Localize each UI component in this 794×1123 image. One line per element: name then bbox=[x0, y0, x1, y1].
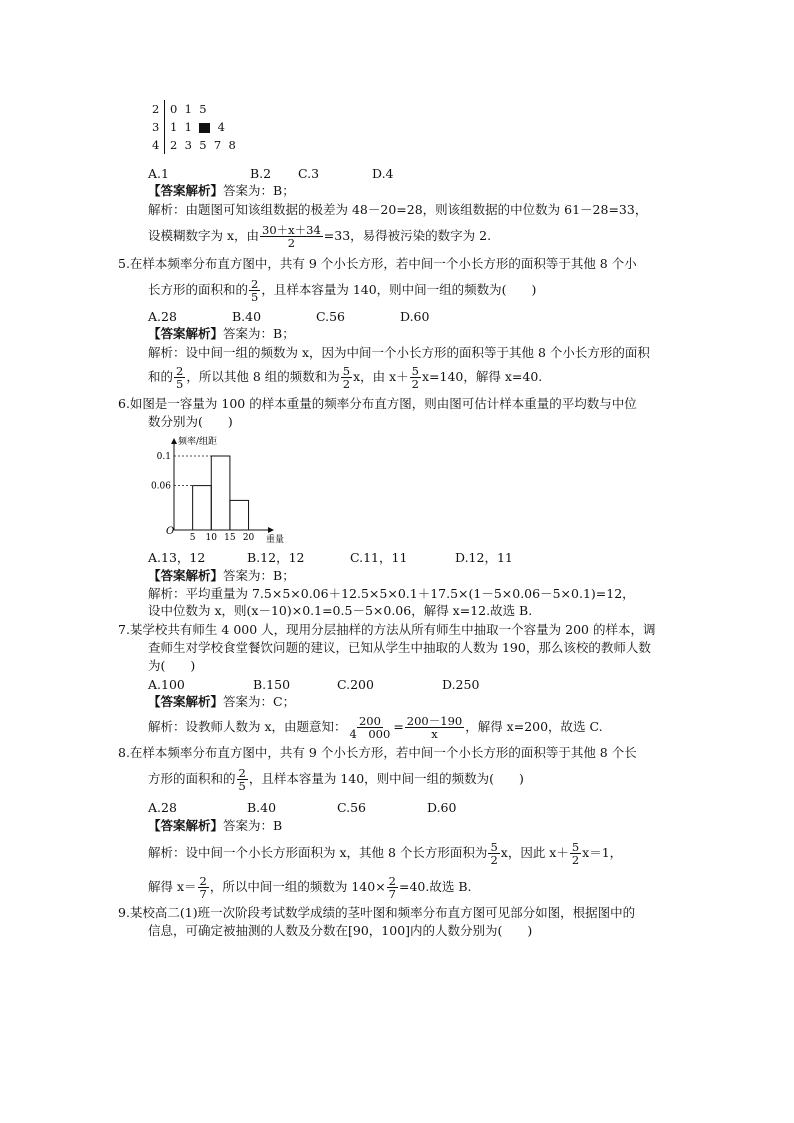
answer-line: 【答案解析】答案为：B； bbox=[148, 568, 295, 583]
answer-line: 【答案解析】答案为：C； bbox=[148, 694, 296, 709]
analysis-line: 设模糊数字为 x，由 $\frac{30+x+34}{2}$ =33，易得被污染的数字为 2. bbox=[148, 223, 492, 250]
stem-divider bbox=[164, 100, 165, 154]
analysis-line: 解析：平均重量为 7.5×5×0.06＋12.5×5×0.1＋17.5×(1－5×0.06－5×0.1)=12， bbox=[148, 586, 635, 601]
origin-label: O bbox=[166, 526, 175, 537]
question-5: 5.在样本频率分布直方图中，共有 9 个小长方形，若中间一个小长方形的面积等于其他 8 个小 bbox=[118, 256, 637, 271]
question-5-line2: 长方形的面积和的 $\frac{2}{5}$ ，且样本容量为 140，则中间一组的频数为( ) bbox=[148, 277, 537, 304]
y-axis-arrow bbox=[171, 438, 177, 444]
option-d: D.60 bbox=[400, 309, 430, 324]
analysis-line: 解析：设教师人数为 x，由题意知： $\frac{200}{4 000}$ = $\frac{200-190}{x}$ ，解得 x=200，故选 C. bbox=[148, 714, 603, 741]
y-axis-label: 频率/组距 bbox=[178, 437, 218, 447]
x-tick-label: 5 bbox=[189, 533, 196, 543]
histogram-bar bbox=[230, 500, 249, 530]
option-d: D.12，11 bbox=[455, 550, 513, 565]
analysis-line: 设中位数为 x，则(x－10)×0.1=0.5－5×0.06，解得 x=12.故选 B. bbox=[148, 603, 533, 618]
option-c: C.11，11 bbox=[350, 550, 408, 565]
stem-row: 3 1 1 4 bbox=[152, 120, 225, 134]
option-c: C.200 bbox=[337, 677, 374, 692]
analysis-line: 解析：由题图可知该组数据的极差为 48－20=28，则该组数据的中位数为 61－28=33， bbox=[148, 202, 648, 217]
analysis-line: 解析：设中间一组的频数为 x，因为中间一个小长方形的面积等于其他 8 个小长方形的面积 bbox=[148, 345, 650, 360]
question-6-line2: 数分别为( ) bbox=[148, 414, 233, 429]
y-tick-label: 0.1 bbox=[156, 452, 171, 462]
x-axis-arrow bbox=[268, 527, 274, 533]
option-b: B.40 bbox=[232, 309, 262, 324]
histogram-bar bbox=[193, 486, 212, 530]
option-a: A.1 bbox=[148, 166, 169, 181]
option-b: B.12，12 bbox=[247, 550, 305, 565]
question-7-line3: 为( ) bbox=[148, 658, 196, 673]
fraction: $\frac{200-190}{x}$ bbox=[406, 714, 463, 741]
option-b: B.2 bbox=[250, 166, 272, 181]
question-9-line2: 信息，可确定被抽测的人数及分数在[90，100]内的人数分别为( ) bbox=[148, 923, 533, 938]
option-c: C.56 bbox=[337, 800, 366, 815]
fraction: $\frac{2}{5}$ bbox=[251, 277, 259, 304]
option-c: C.3 bbox=[298, 166, 320, 181]
question-8: 8.在样本频率分布直方图中，共有 9 个小长方形，若中间一个小长方形的面积等于其他 8 个长 bbox=[118, 745, 637, 760]
fraction: $\frac{2}{7}$ bbox=[199, 874, 207, 901]
y-tick-label: 0.06 bbox=[150, 481, 171, 492]
fraction: $\frac{5}{2}$ bbox=[571, 840, 580, 867]
question-9: 9.某校高二(1)班一次阶段考试数学成绩的茎叶图和频率分布直方图可见部分如图，根据图中的 bbox=[118, 905, 636, 920]
analysis-line: 和的 $\frac{2}{5}$ ，所以其他 8 组的频数和为 $\frac{5}{2}$ x，由 x＋ $\frac{5}{2}$ x=140，解得 x=40. bbox=[148, 364, 543, 391]
question-7: 7.某学校共有师生 4 000 人，现用分层抽样的方法从所有师生中抽取一个容量为 200 的样本，调 bbox=[118, 622, 656, 637]
fraction: $\frac{5}{2}$ bbox=[490, 840, 498, 867]
option-c: C.56 bbox=[316, 309, 345, 324]
x-axis-label: 重量 bbox=[266, 535, 285, 545]
fraction: $\frac{2}{5}$ bbox=[238, 766, 246, 793]
option-d: D.4 bbox=[372, 166, 394, 181]
stem-row: 4 2 3 5 7 8 bbox=[152, 138, 236, 152]
fraction: $\frac{200}{4 000}$ bbox=[349, 714, 391, 741]
histogram-chart bbox=[150, 430, 310, 550]
stem-row: 2 0 1 5 bbox=[152, 102, 207, 116]
question-7-line2: 查师生对学校食堂餐饮问题的建议，已知从学生中抽取的人数为 190，那么该校的教师人数 bbox=[148, 640, 651, 655]
analysis-line: 解得 x＝ $\frac{2}{7}$ ，所以中间一组的频数为 140× $\frac{2}{7}$ =40.故选 B. bbox=[148, 874, 472, 901]
question-6: 6.如图是一容量为 100 的样本重量的频率分布直方图，则由图可估计样本重量的平均数与中位 bbox=[118, 396, 637, 411]
option-d: D.250 bbox=[442, 677, 480, 692]
fraction: $\frac{30+x+34}{2}$ bbox=[262, 223, 321, 250]
option-a: A.28 bbox=[148, 309, 177, 324]
option-a: A.13，12 bbox=[148, 550, 206, 565]
answer-line: 【答案解析】答案为：B； bbox=[148, 326, 295, 341]
option-d: D.60 bbox=[427, 800, 457, 815]
fraction: $\frac{2}{5}$ bbox=[176, 364, 184, 391]
smudged-digit bbox=[199, 123, 210, 133]
x-tick-label: 15 bbox=[224, 533, 236, 543]
x-tick-label: 10 bbox=[205, 533, 217, 543]
analysis-line: 解析：设中间一个小长方形面积为 x，其他 8 个长方形面积为 $\frac{5}{2}$ x，因此 x＋ $\frac{5}{2}$ x＝1， bbox=[148, 840, 623, 867]
stem-leaf-plot bbox=[150, 100, 270, 156]
histogram-bar bbox=[211, 456, 230, 530]
option-b: B.40 bbox=[247, 800, 277, 815]
fraction: $\frac{5}{2}$ bbox=[342, 364, 351, 391]
answer-line: 【答案解析】答案为：B； bbox=[148, 183, 295, 198]
option-a: A.28 bbox=[148, 800, 177, 815]
x-tick-label: 20 bbox=[242, 533, 255, 543]
option-b: B.150 bbox=[253, 677, 291, 692]
question-8-line2: 方形的面积和的 $\frac{2}{5}$ ，且样本容量为 140，则中间一组的频数为( ) bbox=[148, 766, 524, 793]
option-a: A.100 bbox=[148, 677, 185, 692]
answer-line: 【答案解析】答案为：B bbox=[148, 818, 283, 833]
fraction: $\frac{5}{2}$ bbox=[411, 364, 419, 391]
fraction: $\frac{2}{7}$ bbox=[388, 874, 396, 901]
